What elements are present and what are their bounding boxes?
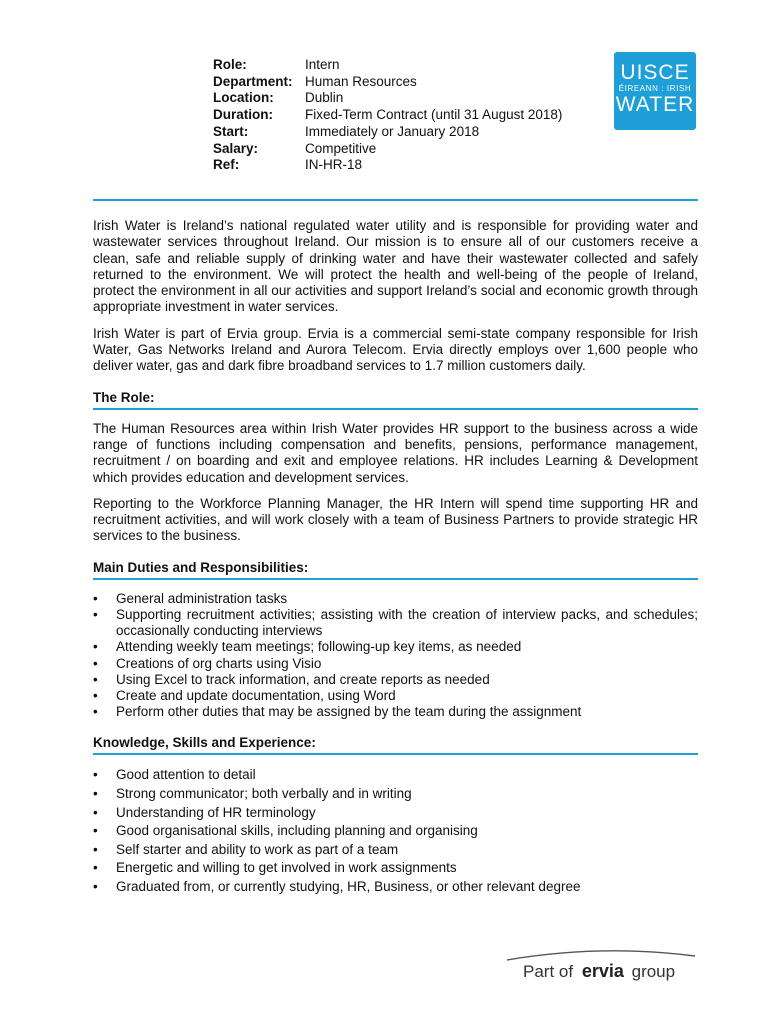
part-of-text: Part of xyxy=(523,962,574,981)
detail-row-role xyxy=(213,57,562,74)
logo-line-water: WATER xyxy=(615,93,695,116)
detail-label: Location: xyxy=(213,90,274,106)
list-item: • Create and update documentation, using Word xyxy=(93,688,698,704)
list-item: • Creations of org charts using Visio xyxy=(93,656,698,672)
duties-heading: Main Duties and Responsibilities: xyxy=(93,559,309,575)
reporting-paragraph: Reporting to the Workforce Planning Manager, the HR Intern will spend time supporting HR and recruitment activities, and will work closely with a team of Business Partners to provide strategic HR services to the business. xyxy=(93,495,698,544)
detail-value: IN-HR-18 xyxy=(305,157,363,173)
intro-paragraph: Irish Water is Ireland’s national regulated water utility and is responsible for providing water and wastewater services throughout Ireland. Our mission is to ensure all of our customers receive a clean, safe and reliable supply of drinking water and have their wastewater collected and safely returned to the environment. We will protect the health and well-being of the people of Ireland, protect the environment in all our activities and support Ireland’s social and economic growth through appropriate investment in water services. xyxy=(93,218,698,315)
detail-row-duration xyxy=(213,107,562,124)
list-item: • Good attention to detail xyxy=(93,766,698,785)
skills-heading: Knowledge, Skills and Experience: xyxy=(93,735,316,751)
detail-value: Intern xyxy=(305,57,340,72)
detail-row-salary xyxy=(213,141,562,158)
logo-line-uisce: UISCE xyxy=(620,61,690,84)
detail-label: Salary: xyxy=(213,140,259,156)
list-item: • Attending weekly team meetings; following-up key items, as needed xyxy=(93,639,698,655)
job-details-table xyxy=(213,57,562,174)
detail-value: Immediately or January 2018 xyxy=(305,123,480,139)
detail-label: Role: xyxy=(213,57,247,72)
detail-value: Human Resources xyxy=(305,73,417,89)
list-item: • Good organisational skills, including planning and organising xyxy=(93,822,698,841)
detail-label: Start: xyxy=(213,123,249,139)
list-item: • Understanding of HR terminology xyxy=(93,804,698,823)
detail-label: Ref: xyxy=(213,157,240,173)
list-item: • Supporting recruitment activities; assisting with the creation of interview packs, and schedules; occasionally conducting interviews xyxy=(93,607,698,639)
logo-swoosh xyxy=(507,951,695,960)
detail-label: Department: xyxy=(213,73,293,89)
list-item: • General administration tasks xyxy=(93,591,698,607)
logo-line-eireann: ÉIREANN : IRISH xyxy=(618,84,692,93)
ervia-brand: ervia xyxy=(581,961,624,981)
list-item: • Energetic and willing to get involved in work assignments xyxy=(93,859,698,878)
list-item: • Graduated from, or currently studying, HR, Business, or other relevant degree xyxy=(93,878,698,897)
skills-list xyxy=(93,766,698,896)
detail-label: Duration: xyxy=(213,107,273,123)
ervia-group-logo xyxy=(503,946,699,986)
role-paragraph: The Human Resources area within Irish Water provides HR support to the business across a wide range of functions including compensation and benefits, pensions, performance management, recruitment / on boarding and exit and employee relations. HR includes Learning & Development which provides education and development services. xyxy=(93,420,698,485)
list-item: • Perform other duties that may be assigned by the team during the assignment xyxy=(93,704,698,720)
irish-water-logo xyxy=(614,52,696,130)
section-divider xyxy=(93,408,698,410)
section-divider xyxy=(93,578,698,580)
group-text: group xyxy=(631,962,676,981)
role-heading: The Role: xyxy=(93,389,155,405)
detail-row-department xyxy=(213,74,562,91)
detail-row-location xyxy=(213,90,562,107)
section-divider xyxy=(93,753,698,755)
detail-value: Dublin xyxy=(305,90,344,106)
detail-row-start xyxy=(213,124,562,141)
document-body xyxy=(93,218,698,907)
list-item: • Strong communicator; both verbally and in writing xyxy=(93,785,698,804)
header-divider xyxy=(93,199,698,201)
list-item: • Using Excel to track information, and create reports as needed xyxy=(93,672,698,688)
duties-list xyxy=(93,591,698,721)
list-item: • Self starter and ability to work as part of a team xyxy=(93,841,698,860)
ervia-paragraph: Irish Water is part of Ervia group. Ervia is a commercial semi-state company responsible for Irish Water, Gas Networks Ireland and Aurora Telecom. Ervia directly employs over 1,600 people who deliver water, gas and dark fibre broadband services to 1.7 million customers daily. xyxy=(93,325,698,374)
detail-row-ref xyxy=(213,157,562,174)
detail-value: Competitive xyxy=(305,140,377,156)
detail-value: Fixed-Term Contract (until 31 August 2018) xyxy=(305,107,563,123)
svg-text:Part of ervia group xyxy=(523,961,675,981)
